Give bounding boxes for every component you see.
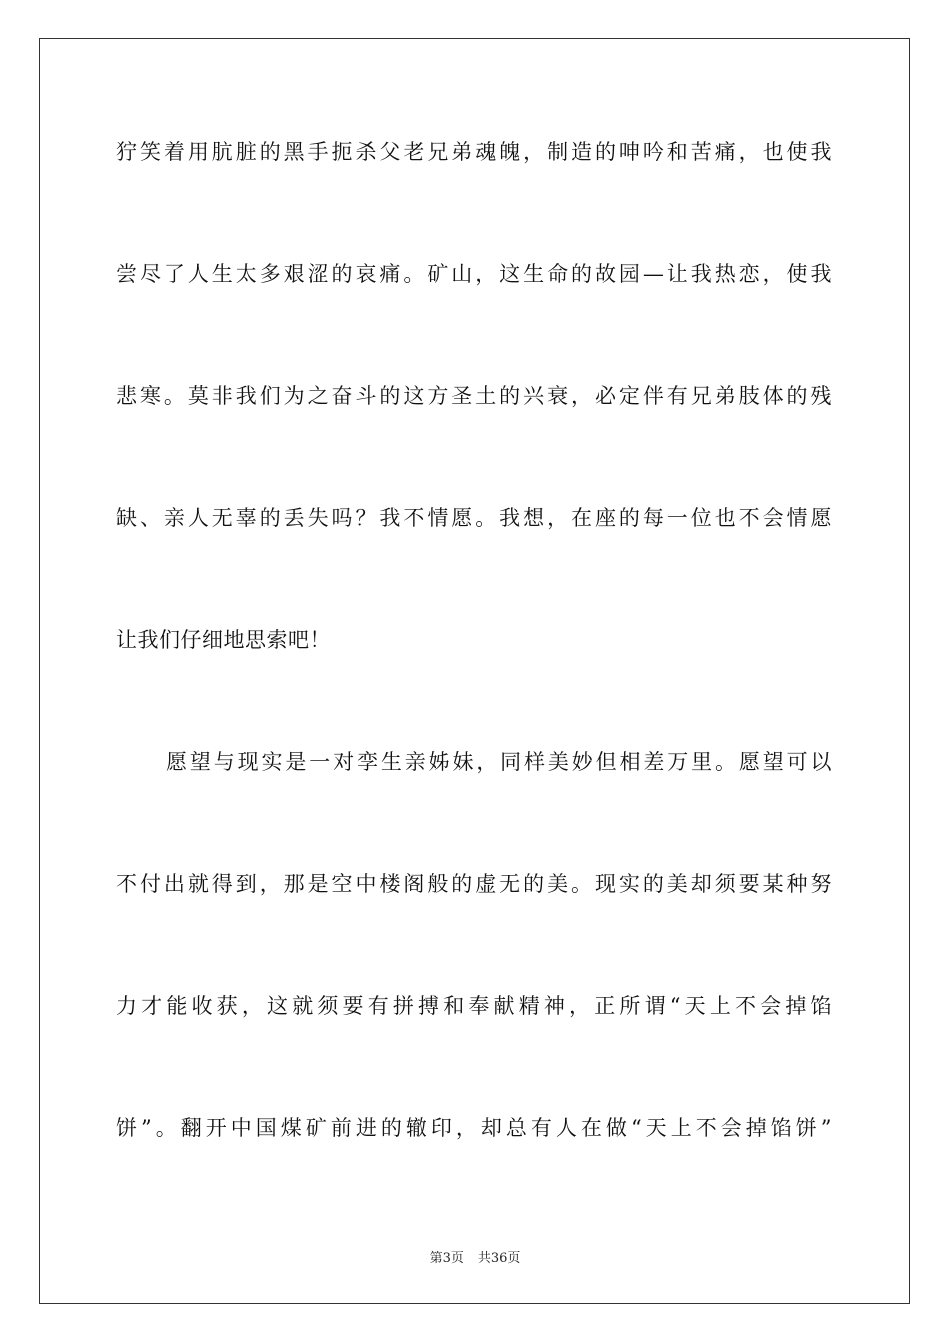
text-line: 不付出就得到，那是空中楼阁般的虚无的美。现实的美却须要某种努 bbox=[116, 872, 832, 896]
text-line: 悲寒。莫非我们为之奋斗的这方圣土的兴衰，必定伴有兄弟肢体的残 bbox=[116, 384, 832, 408]
total-pages: 共36页 bbox=[477, 1251, 521, 1266]
document-body bbox=[116, 126, 832, 1224]
text-line: 缺、亲人无辜的丢失吗？我不情愿。我想，在座的每一位也不会情愿 bbox=[116, 506, 832, 530]
paragraph-first-line: 愿望与现实是一对孪生亲姊妹，同样美妙但相差万里。愿望可以 bbox=[166, 750, 832, 774]
text-line: 力才能收获，这就须要有拼搏和奉献精神，正所谓“天上不会掉馅 bbox=[116, 994, 832, 1018]
text-line: 尝尽了人生太多艰涩的哀痛。矿山，这生命的故园—让我热恋，使我 bbox=[116, 262, 832, 286]
text-line: 狞笑着用肮脏的黑手扼杀父老兄弟魂魄，制造的呻吟和苦痛，也使我 bbox=[116, 140, 832, 164]
page-number: 第3页 bbox=[429, 1251, 464, 1266]
text-line: 让我们仔细地思索吧！ bbox=[116, 628, 331, 652]
page-footer bbox=[0, 1247, 950, 1266]
text-line: 饼”。翻开中国煤矿前进的辙印，却总有人在做“天上不会掉馅饼” bbox=[116, 1116, 832, 1140]
